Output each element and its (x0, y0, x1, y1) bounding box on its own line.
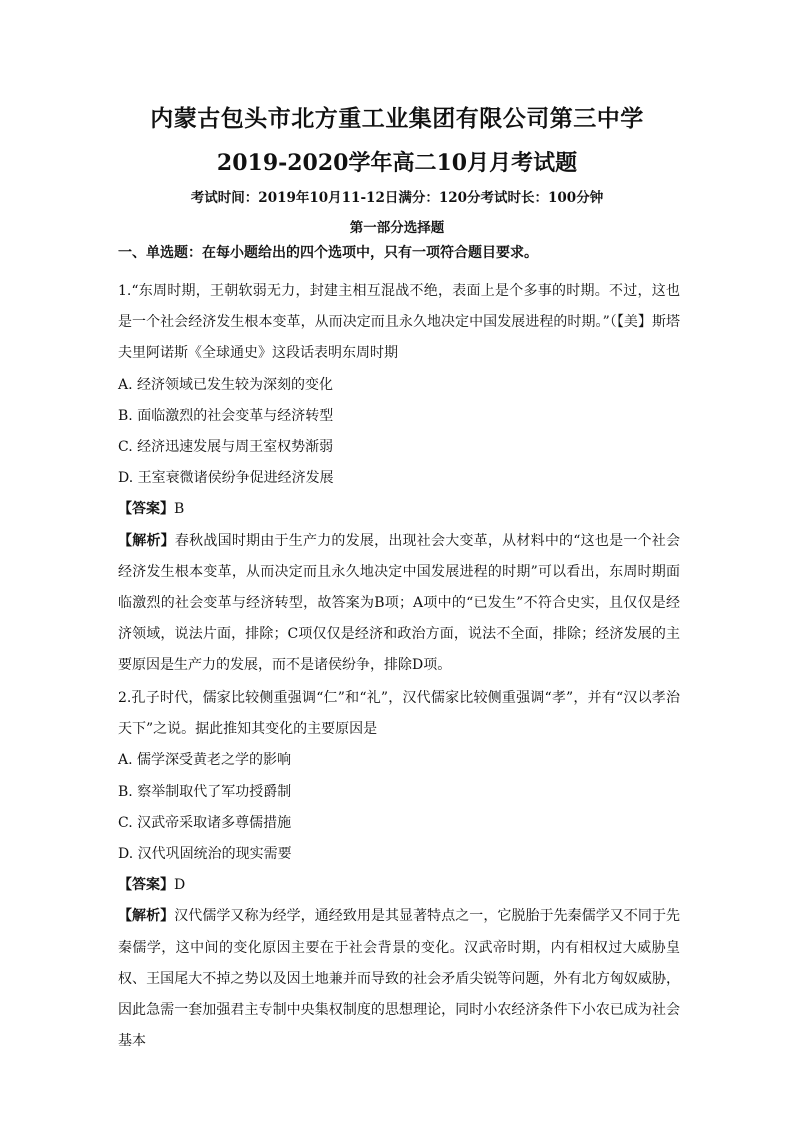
question-stem: 1.“东周时期，王朝软弱无力，封建主相互混战不绝，表面上是个多事的时期。不过，这也是一个社会经济发生根本变革，从而决定而且永久地决定中国发展进程的时期。”（【美】斯塔夫里阿诺斯《全球通史》这段话表明东周时期 (118, 283, 680, 362)
option-d: D. 汉代巩固统治的现实需要 (118, 846, 292, 863)
analysis-label: 【解析】 (118, 532, 175, 549)
answer-value: D (174, 877, 186, 894)
document-title: 内蒙古包头市北方重工业集团有限公司第三中学 (150, 105, 644, 132)
answer-label: 【答案】 (118, 877, 174, 894)
question-1 (118, 276, 680, 682)
answer-line (118, 494, 680, 525)
answer-label: 【答案】 (118, 501, 174, 518)
analysis-text: 汉代儒学又称为经学，通经致用是其显著特点之一，它脱胎于先秦儒学又不同于先秦儒学，这中间的变化原因主要在于社会背景的变化。汉武帝时期，内有相权过大威胁皇权、王国尾大不掉之势以及因土地兼并而导致的社会矛盾尖锐等问题，外有北方匈奴威胁，因此急需一套加强君主专制中央集权制度的思想理论，同时小农经济条件下小农已成为社会基本 (118, 908, 681, 1050)
exam-info: 考试时间：2019年10月11-12日满分：120分考试时长：100分钟 (190, 190, 604, 206)
document-subtitle: 2019-2020学年高二10月月考试题 (216, 150, 578, 176)
analysis-label: 【解析】 (118, 908, 175, 925)
option-a: A. 儒学深受黄老之学的影响 (118, 752, 292, 769)
question-2 (118, 683, 680, 1057)
answer-value: B (174, 501, 185, 518)
option-c: C. 经济迅速发展与周王室权势渐弱 (118, 439, 334, 456)
analysis-paragraph (118, 901, 680, 1057)
analysis-paragraph (118, 526, 680, 682)
option-d: D. 王室衰微诸侯纷争促进经济发展 (118, 470, 334, 487)
analysis-text: 春秋战国时期由于生产力的发展，出现社会大变革，从材料中的“这也是一个社会经济发生根本变革，从而决定而且永久地决定中国发展进程的时期”可以看出，东周时期面临激烈的社会变革与经济转型，故答案为B项；A项中的“已发生”不符合史实，且仅仅是经济领域，说法片面，排除；C项仅仅是经济和政治方面，说法不全面，排除；经济发展的主要原因是生产力的发展，而不是诸侯纷争，排除D项。 (118, 532, 681, 674)
option-a: A. 经济领域已发生较为深刻的变化 (118, 376, 334, 393)
answer-line (118, 870, 680, 901)
option-c: C. 汉武帝采取诸多尊儒措施 (118, 814, 292, 831)
question-stem: 2.孔子时代，儒家比较侧重强调“仁”和“礼”，汉代儒家比较侧重强调“孝”，并有“汉以孝治天下”之说。据此推知其变化的主要原因是 (118, 690, 680, 738)
option-b: B. 面临激烈的社会变革与经济转型 (118, 407, 334, 424)
part-title: 第一部分选择题 (349, 220, 445, 236)
option-b: B. 察举制取代了军功授爵制 (118, 783, 292, 800)
section-heading: 一、单选题：在每小题给出的四个选项中，只有一项符合题目要求。 (118, 245, 538, 261)
